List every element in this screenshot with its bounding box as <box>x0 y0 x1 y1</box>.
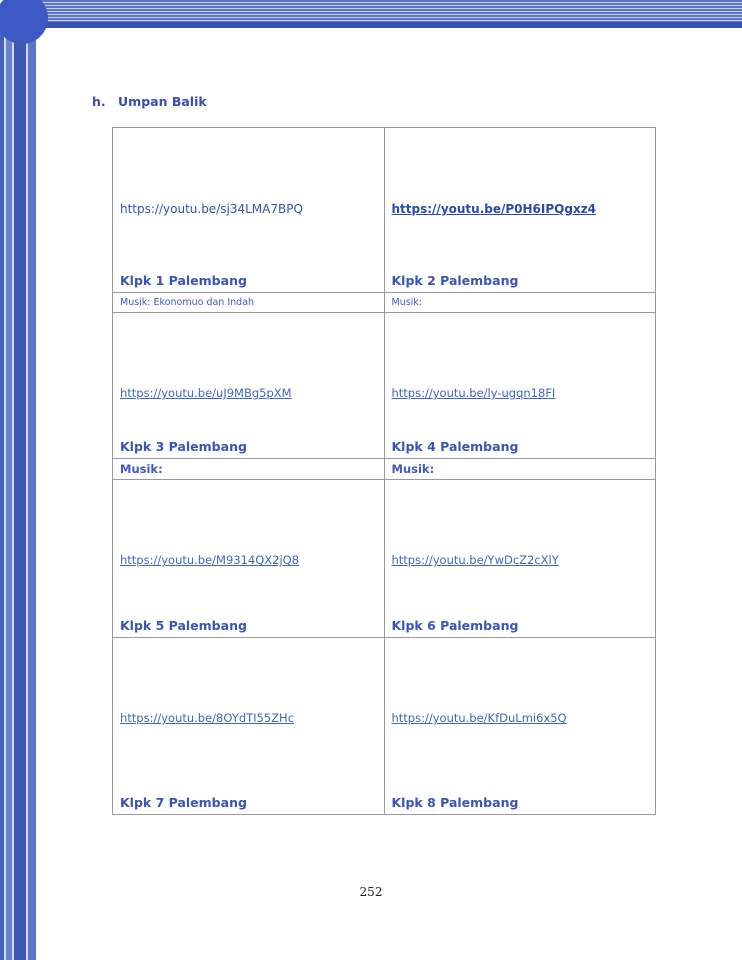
section-title: Umpan Balik <box>118 94 207 109</box>
video-link[interactable]: https://youtu.be/KfDuLmi6x5Q <box>391 711 567 725</box>
table-cell <box>113 313 385 459</box>
video-link[interactable]: https://youtu.be/uJ9MBg5pXM <box>120 386 292 400</box>
table-row <box>113 313 656 459</box>
group-label: Klpk 2 Palembang <box>391 273 519 288</box>
table-row <box>113 480 656 638</box>
feedback-table <box>112 127 656 815</box>
group-label: Klpk 5 Palembang <box>120 618 247 633</box>
group-label: Klpk 8 Palembang <box>391 795 519 810</box>
table-cell <box>113 293 385 313</box>
header-decorative-underline <box>30 22 742 28</box>
section-marker: h. <box>92 94 106 109</box>
table-cell <box>113 638 385 815</box>
group-label: Klpk 6 Palembang <box>391 618 519 633</box>
group-label: Klpk 4 Palembang <box>391 439 519 454</box>
table-row <box>113 638 656 815</box>
table-row <box>113 459 656 480</box>
table-cell <box>113 480 385 638</box>
group-label: Klpk 1 Palembang <box>120 273 247 288</box>
music-note: Musik: Ekonomuo dan Indah <box>120 297 255 308</box>
group-label: Klpk 3 Palembang <box>120 439 247 454</box>
table-row <box>113 293 656 313</box>
section-heading <box>92 94 207 109</box>
left-decorative-bar <box>0 20 40 960</box>
music-note: Musik: <box>391 462 435 476</box>
table-cell <box>113 128 385 293</box>
table-row <box>113 128 656 293</box>
video-link[interactable]: https://youtu.be/8OYdTI55ZHc <box>120 711 295 725</box>
table-cell <box>384 293 656 313</box>
corner-circle-decoration <box>0 0 48 44</box>
music-note: Musik: <box>391 297 423 308</box>
video-link[interactable]: https://youtu.be/M9314QX2jQ8 <box>120 553 300 567</box>
music-note: Musik: <box>120 462 163 476</box>
video-link[interactable]: https://youtu.be/YwDcZ2cXlY <box>391 553 559 567</box>
video-link[interactable]: https://youtu.be/sj34LMA7BPQ <box>120 202 303 216</box>
table-cell <box>384 638 656 815</box>
video-link[interactable]: https://youtu.be/ly-ugqn18FI <box>391 386 556 400</box>
group-label: Klpk 7 Palembang <box>120 795 247 810</box>
table-cell <box>384 459 656 480</box>
video-link[interactable]: https://youtu.be/P0H6IPQgxz4 <box>391 202 597 216</box>
table-cell <box>384 313 656 459</box>
table-cell <box>384 128 656 293</box>
table-cell <box>384 480 656 638</box>
table-cell <box>113 459 385 480</box>
page-number: 252 <box>359 885 383 899</box>
